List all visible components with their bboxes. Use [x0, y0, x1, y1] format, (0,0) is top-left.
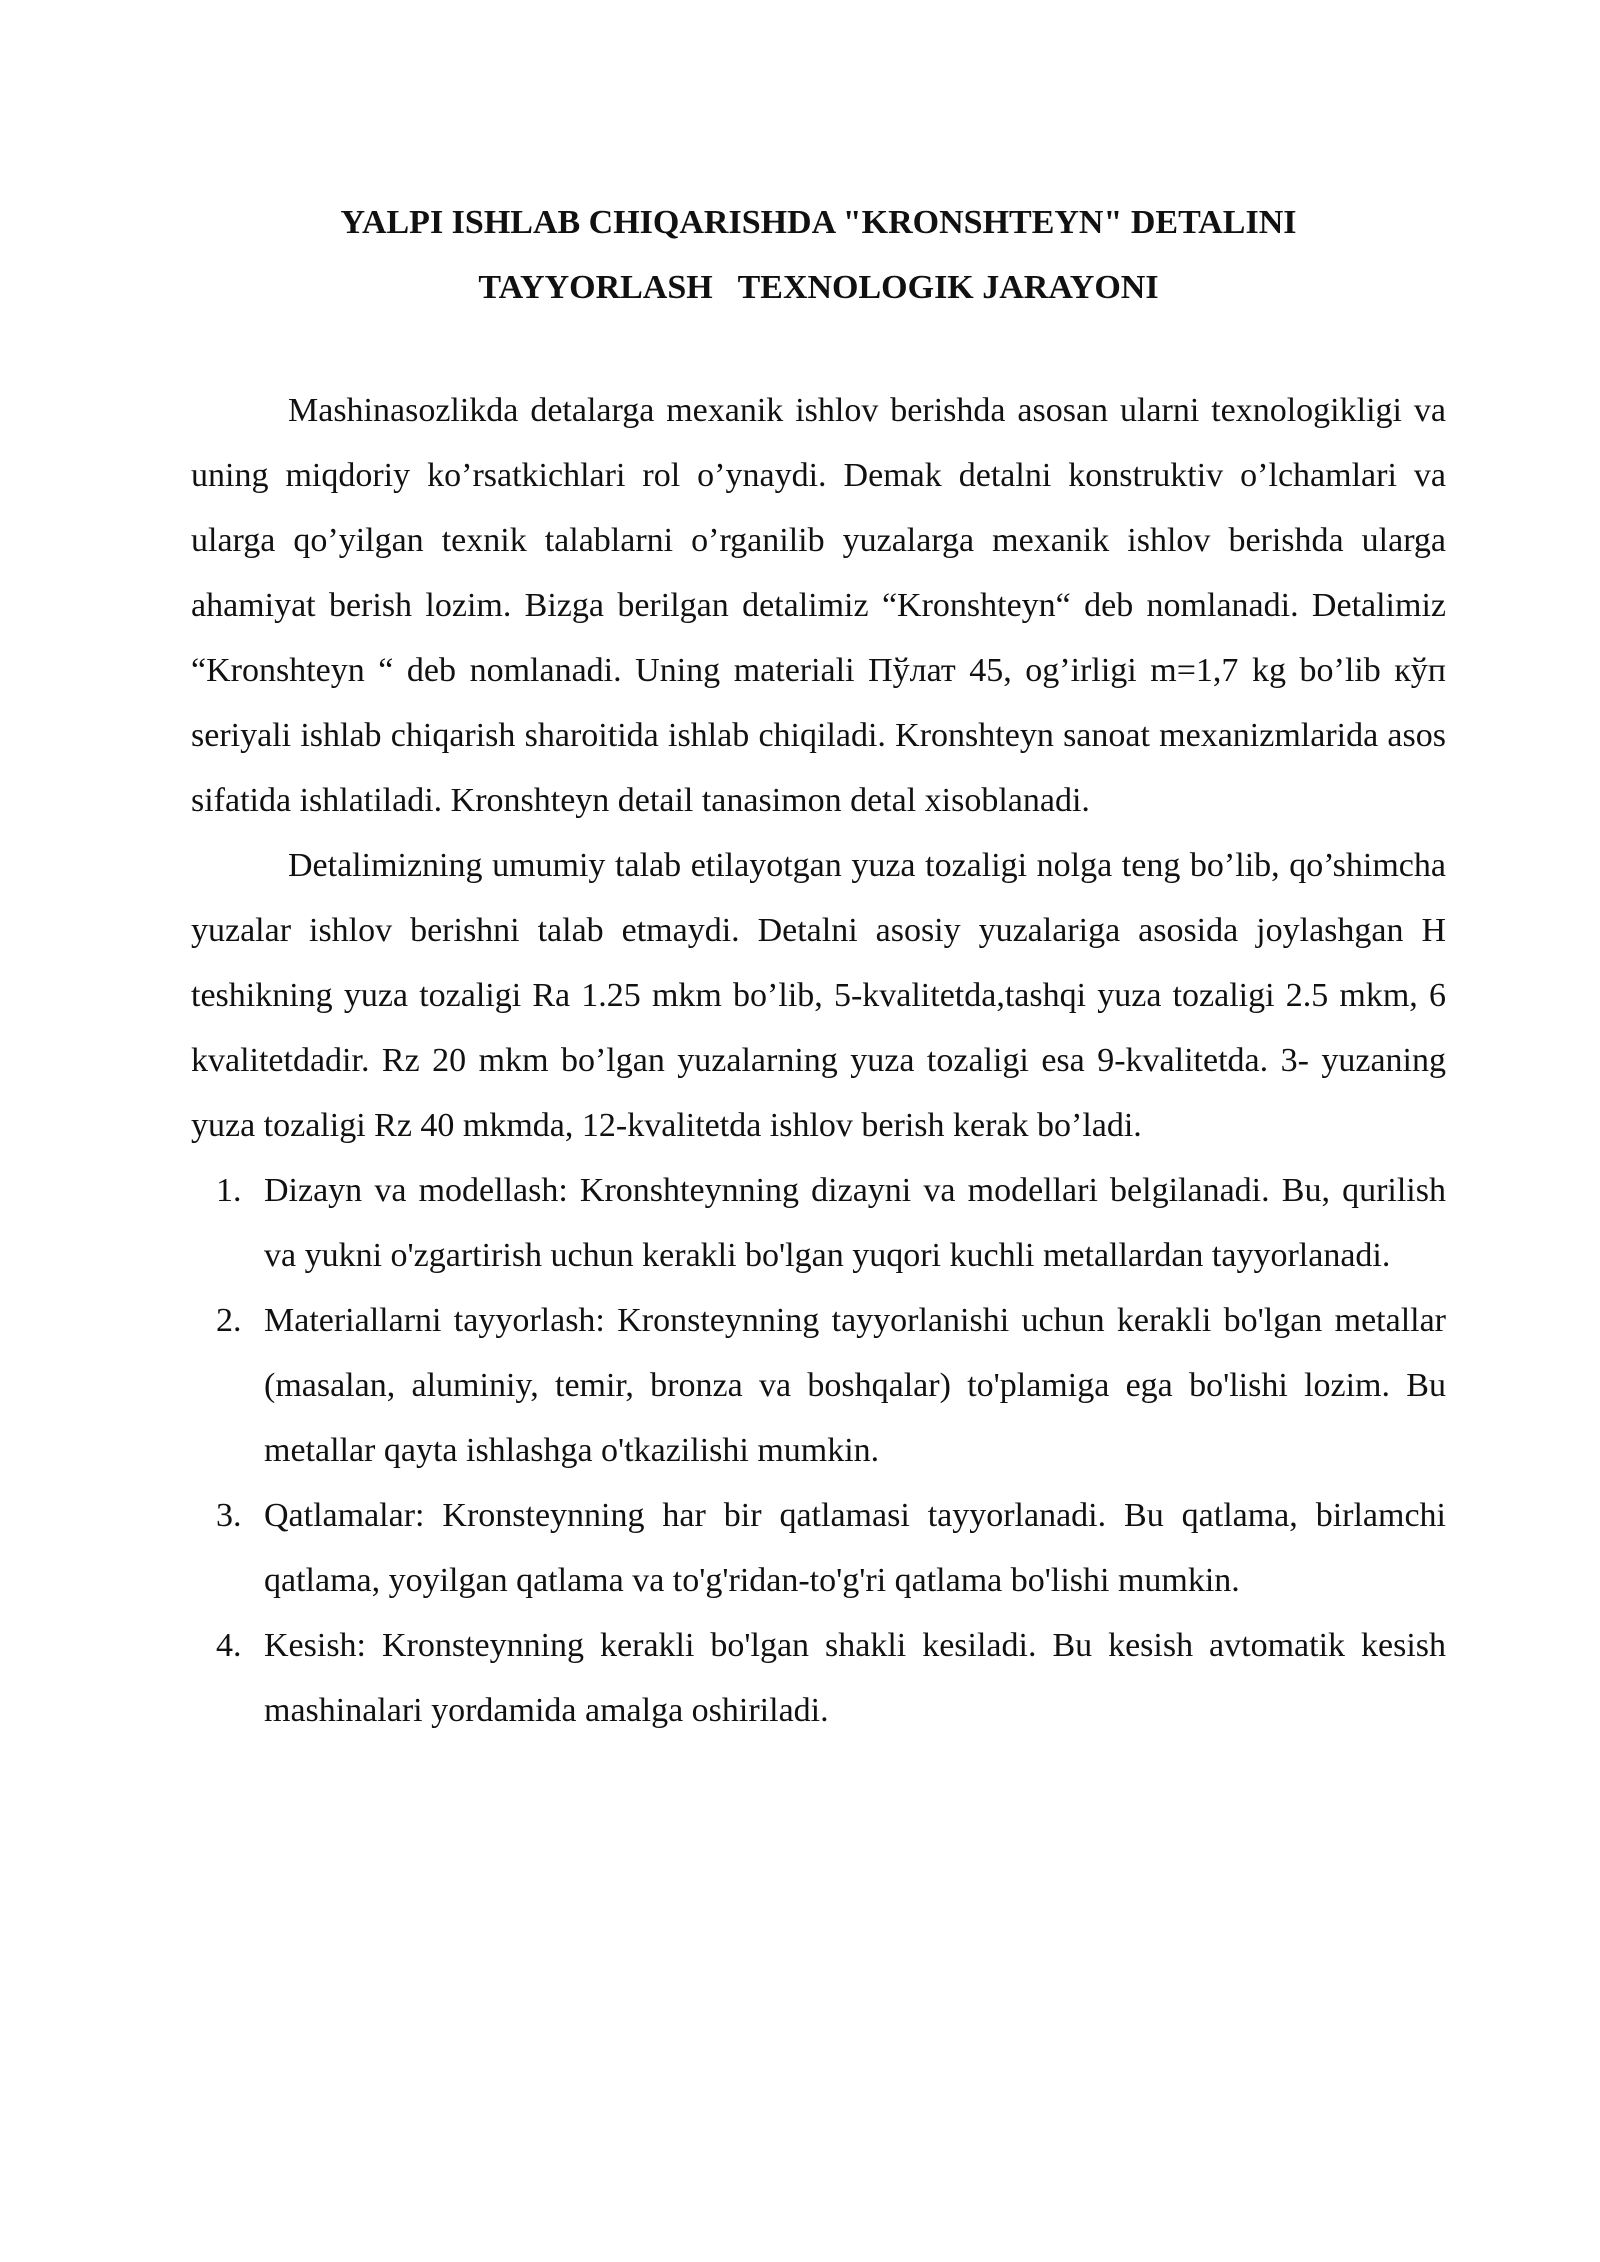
- list-item-text: Kesish: Kronsteynning kerakli bo'lgan shakli kesiladi. Bu kesish avtomatik kesish mashinalari yordamida amalga oshiriladi.: [264, 1627, 1446, 1729]
- document-title: [191, 190, 1446, 320]
- list-item-text: Materiallarni tayyorlash: Kronsteynning tayyorlanishi uchun kerakli bo'lgan metallar (masalan, aluminiy, temir, bronza va boshqalar) to'plamiga ega bo'lishi lozim. Bu metallar qayta ishlashga o'tkazilishi mumkin.: [264, 1302, 1446, 1469]
- title-line-1: YALPI ISHLAB CHIQARISHDA "KRONSHTEYN" DETALINI: [340, 204, 1297, 241]
- document-page: [191, 190, 1446, 1743]
- list-item-number: 4.: [216, 1627, 242, 1664]
- process-steps-list: [191, 1158, 1446, 1743]
- paragraph-intro: Mashinasozlikda detalarga mexanik ishlov berishda asosan ularni texnologikligi va uning miqdoriy ko’rsatkichlari rol o’ynaydi. Demak detalni konstruktiv o’lchamlari va ularga qo’yilgan texnik talablarni o’rganilib yuzalarga mexanik ishlov berishda ularga ahamiyat berish lozim. Bizga berilgan detalimiz “Kronshteyn“ deb nomlanadi. Detalimiz “Kronshteyn “ deb nomlanadi. Uning materiali Пўлат 45, og’irligi m=1,7 kg bo’lib кўп seriyali ishlab chiqarish sharoitida ishlab chiqiladi. Kronshteyn sanoat mexanizmlarida asos sifatida ishlatiladi. Kronshteyn detail tanasimon detal xisoblanadi.: [191, 392, 1446, 819]
- list-item: [191, 1158, 1446, 1288]
- list-item-text: Dizayn va modellash: Kronshteynning dizayni va modellari belgilanadi. Bu, qurilish va yukni o'zgartirish uchun kerakli bo'lgan yuqori kuchli metallardan tayyorlanadi.: [264, 1172, 1446, 1274]
- list-item: [191, 1288, 1446, 1483]
- list-item-number: 2.: [216, 1302, 242, 1339]
- list-item-number: 3.: [216, 1497, 242, 1534]
- list-item-text: Qatlamalar: Kronsteynning har bir qatlamasi tayyorlanadi. Bu qatlama, birlamchi qatlama, yoyilgan qatlama va to'g'ridan-to'g'ri qatlama bo'lishi mumkin.: [264, 1497, 1446, 1599]
- list-item-number: 1.: [216, 1172, 242, 1209]
- paragraph-surface-quality: Detalimizning umumiy talab etilayotgan yuza tozaligi nolga teng bo’lib, qo’shimcha yuzalar ishlov berishni talab etmaydi. Detalni asosiy yuzalariga asosida joylashgan H teshikning yuza tozaligi Ra 1.25 mkm bo’lib, 5-kvalitetda,tashqi yuza tozaligi 2.5 mkm, 6 kvalitetdadir. Rz 20 mkm bo’lgan yuzalarning yuza tozaligi esa 9-kvalitetda. 3- yuzaning yuza tozaligi Rz 40 mkmda, 12-kvalitetda ishlov berish kerak bo’ladi.: [191, 847, 1446, 1144]
- list-item: [191, 1613, 1446, 1743]
- list-item: [191, 1483, 1446, 1613]
- title-line-2: TAYYORLASH TEXNOLOGIK JARAYONI: [478, 269, 1159, 306]
